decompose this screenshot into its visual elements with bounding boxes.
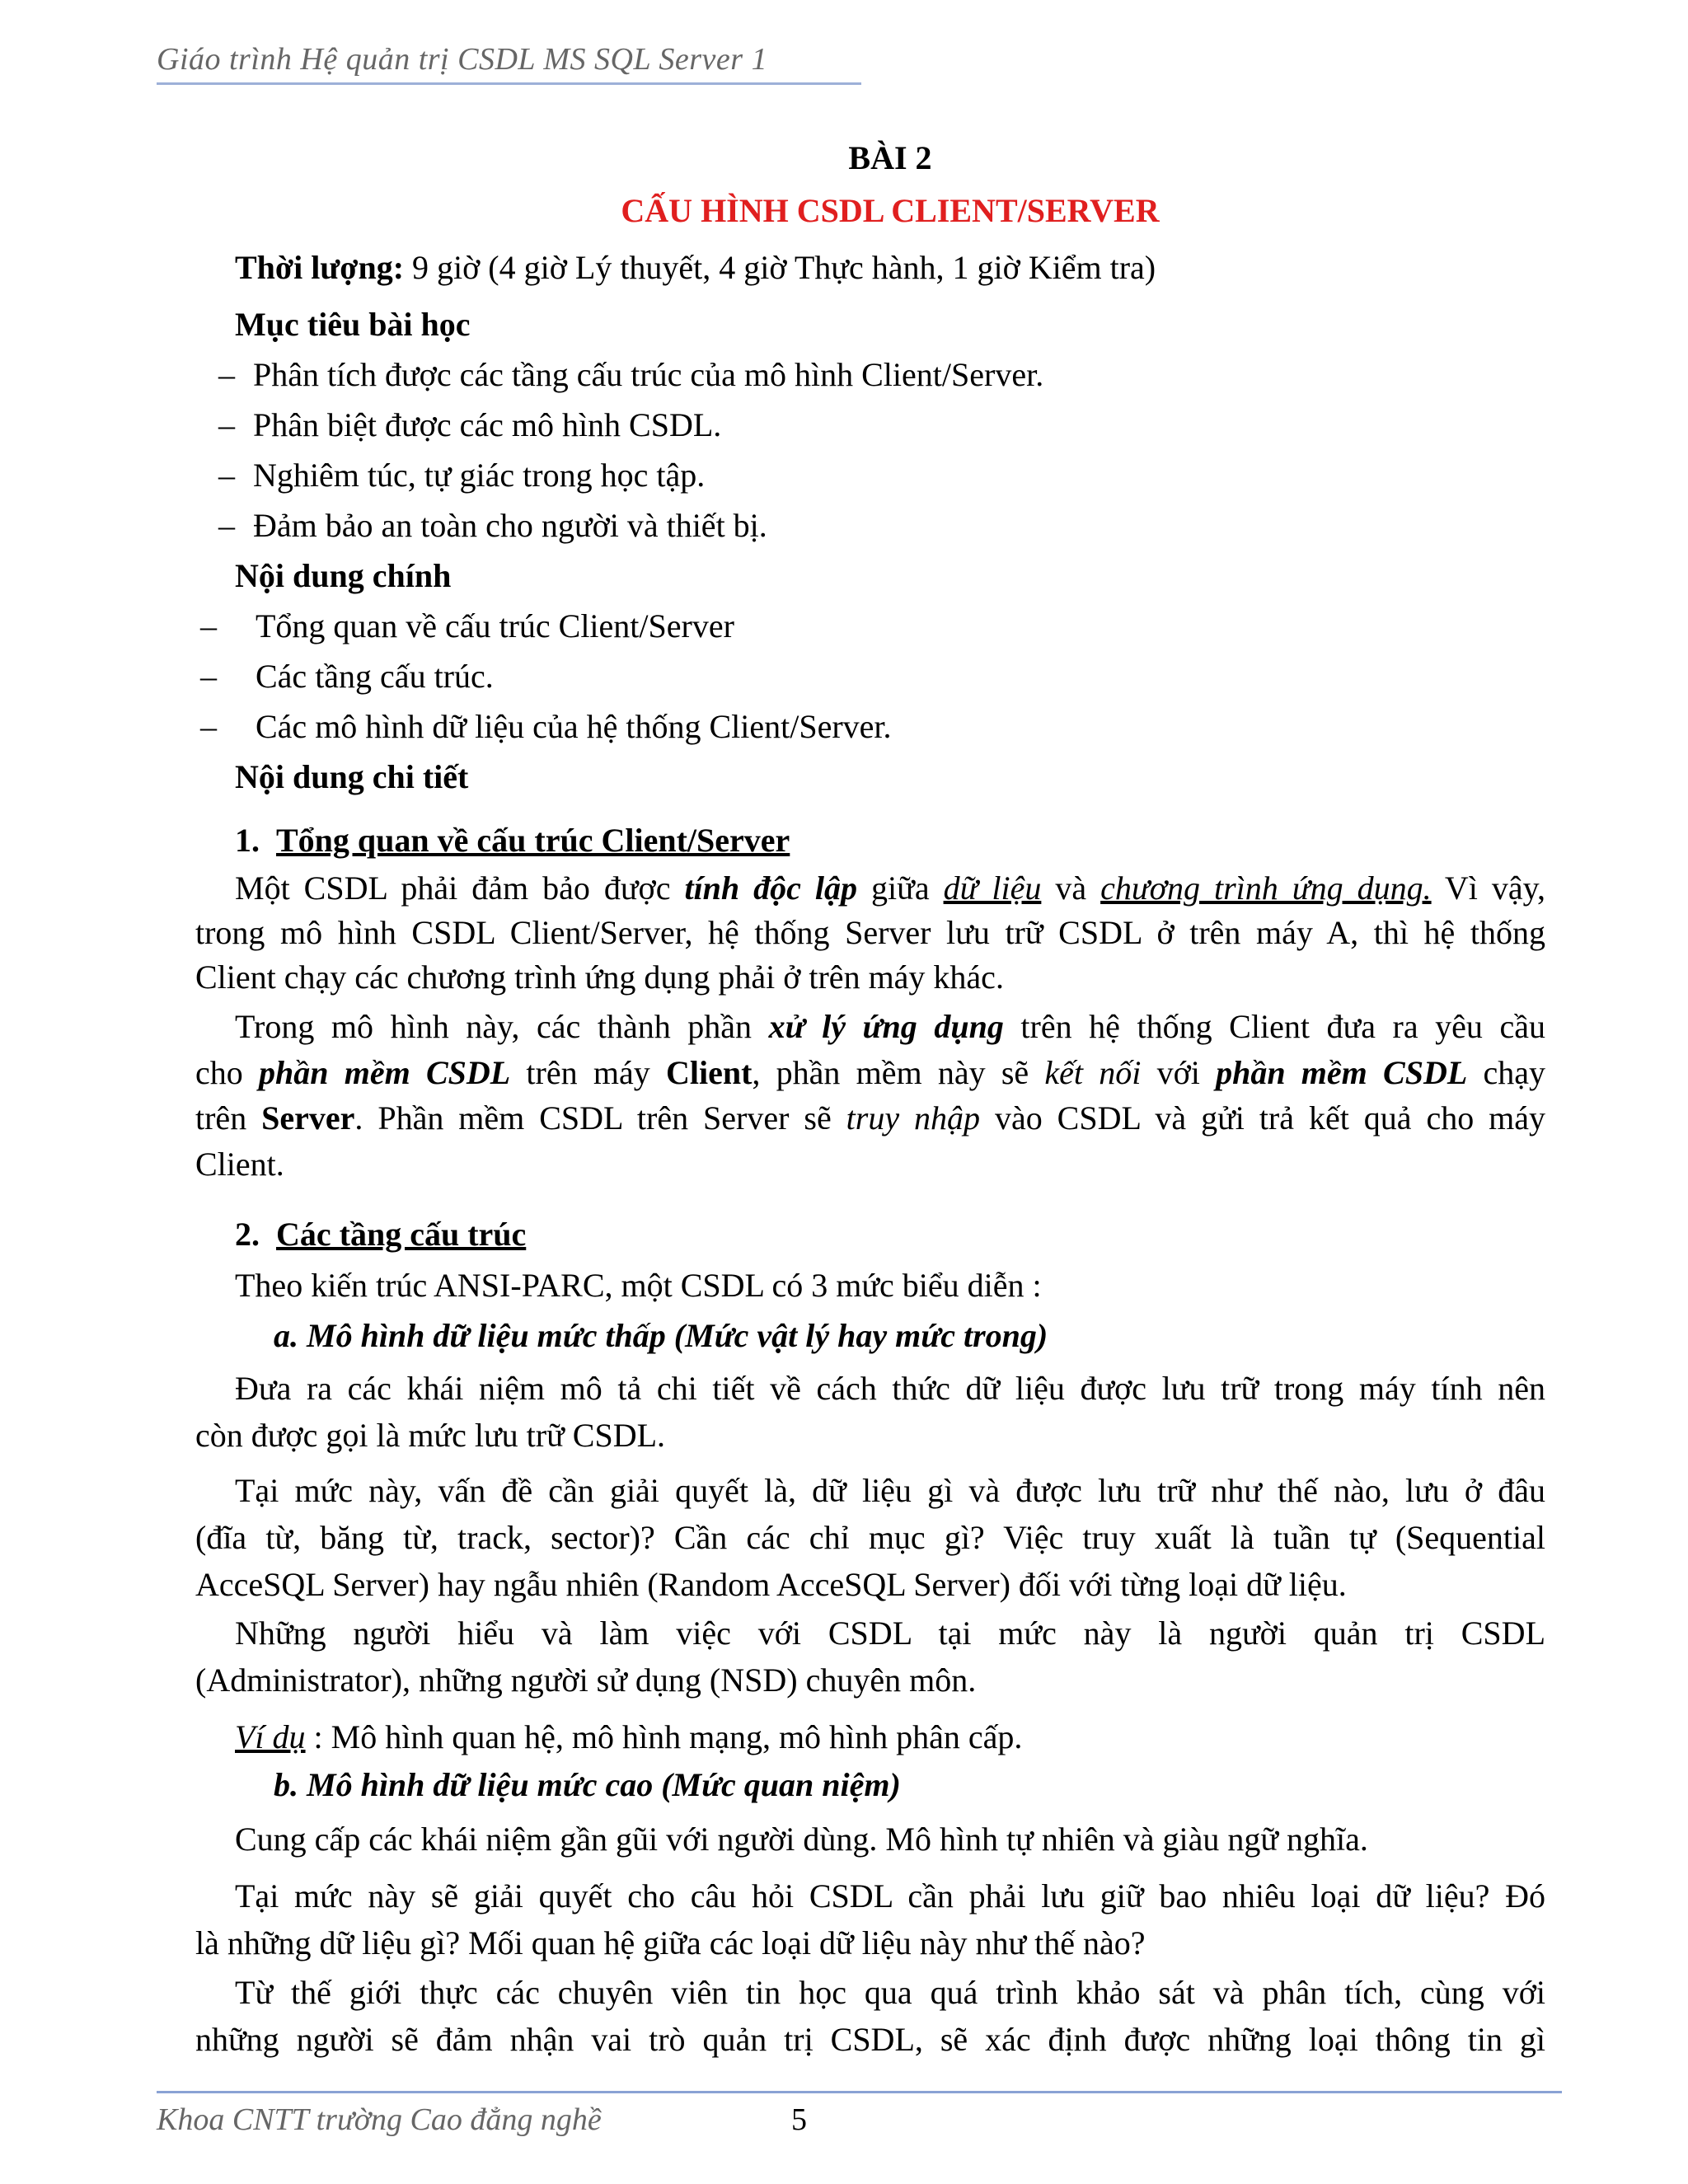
duration-value: 9 giờ (4 giờ Lý thuyết, 4 giờ Thực hành, 1 giờ Kiểm tra) — [404, 249, 1156, 286]
subsection-a-heading: a. Mô hình dữ liệu mức thấp (Mức vật lý hay mức trong) — [274, 1317, 1048, 1354]
list-item: – Các mô hình dữ liệu của hệ thống Client/Server. — [200, 708, 892, 745]
paragraph-line: trong mô hình CSDL Client/Server, hệ thống Server lưu trữ CSDL ở trên máy A, thì hệ thống — [195, 914, 1545, 951]
duration-label: Thời lượng: — [235, 249, 405, 286]
lesson-number: BÀI 2 — [848, 139, 932, 176]
paragraph-line: Tại mức này, vấn đề cần giải quyết là, dữ liệu gì và được lưu trữ như thế nào, lưu ở đâu — [235, 1472, 1545, 1509]
list-item: – Tổng quan về cấu trúc Client/Server — [200, 607, 734, 644]
paragraph-line: Trong mô hình này, các thành phần xử lý ứng dụng trên hệ thống Client đưa ra yêu cầu — [235, 1008, 1545, 1045]
list-item: – Phân tích được các tầng cấu trúc của mô hình Client/Server. — [218, 356, 1044, 393]
paragraph-line: Một CSDL phải đảm bảo được tính độc lập giữa dữ liệu và chương trình ứng dụng. Vì vậy, — [235, 869, 1546, 907]
paragraph-line: Những người hiểu và làm việc với CSDL tại mức này là người quản trị CSDL — [235, 1615, 1545, 1652]
paragraph-line: Client chạy các chương trình ứng dụng phải ở trên máy khác. — [195, 958, 1004, 996]
paragraph-line: Client. — [195, 1146, 284, 1183]
paragraph-line: AcceSQL Server) hay ngẫu nhiên (Random AcceSQL Server) đối với từng loại dữ liệu. — [195, 1566, 1347, 1603]
paragraph-line: còn được gọi là mức lưu trữ CSDL. — [195, 1417, 666, 1454]
paragraph-line: trên Server. Phần mềm CSDL trên Server sẽ truy nhập vào CSDL và gửi trả kết quả cho máy — [195, 1099, 1546, 1137]
paragraph-line: Theo kiến trúc ANSI-PARC, một CSDL có 3 mức biểu diễn : — [235, 1267, 1042, 1304]
paragraph-line: Từ thế giới thực các chuyên viên tin học qua quá trình khảo sát và phân tích, cùng với — [235, 1974, 1545, 2011]
main-content-heading: Nội dung chính — [235, 557, 452, 594]
example-line: Ví dụ : Mô hình quan hệ, mô hình mạng, mô hình phân cấp. — [235, 1718, 1023, 1755]
section-1-heading: 1. Tổng quan về cấu trúc Client/Server — [235, 822, 790, 859]
list-item: – Các tầng cấu trúc. — [200, 658, 494, 695]
paragraph-line: Cung cấp các khái niệm gần gũi với người dùng. Mô hình tự nhiên và giàu ngữ nghĩa. — [235, 1821, 1368, 1858]
detail-heading: Nội dung chi tiết — [235, 758, 469, 795]
list-item: – Đảm bảo an toàn cho người và thiết bị. — [218, 507, 767, 544]
paragraph-line: Tại mức này sẽ giải quyết cho câu hỏi CSDL cần phải lưu giữ bao nhiêu loại dữ liệu? Đó — [235, 1877, 1545, 1915]
paragraph-line: (Administrator), những người sử dụng (NSD) chuyên môn. — [195, 1661, 977, 1699]
paragraph-line: (đĩa từ, băng từ, track, sector)? Cần các chỉ mục gì? Việc truy xuất là tuần tự (Sequential — [195, 1519, 1545, 1556]
subsection-b-heading: b. Mô hình dữ liệu mức cao (Mức quan niệm) — [274, 1766, 901, 1803]
objectives-heading: Mục tiêu bài học — [235, 306, 471, 343]
duration-line — [235, 251, 1156, 284]
section-2-heading: 2. Các tầng cấu trúc — [235, 1216, 527, 1253]
running-footer: Khoa CNTT trường Cao đẳng nghề — [157, 2102, 602, 2137]
paragraph-line: Đưa ra các khái niệm mô tả chi tiết về cách thức dữ liệu được lưu trữ trong máy tính nên — [235, 1370, 1545, 1407]
list-item: – Phân biệt được các mô hình CSDL. — [218, 406, 722, 443]
page-number: 5 — [791, 2102, 807, 2137]
paragraph-line: những người sẽ đảm nhận vai trò quản trị CSDL, sẽ xác định được những loại thông tin gì — [195, 2021, 1545, 2058]
list-item: – Nghiêm túc, tự giác trong học tập. — [218, 457, 706, 494]
paragraph-line: là những dữ liệu gì? Mối quan hệ giữa các loại dữ liệu này như thế nào? — [195, 1924, 1146, 1961]
running-header: Giáo trình Hệ quản trị CSDL MS SQL Server 1 — [157, 43, 861, 85]
footer-rule — [157, 2091, 1562, 2093]
example-label: Ví dụ — [235, 1718, 306, 1755]
lesson-title: CẤU HÌNH CSDL CLIENT/SERVER — [621, 192, 1160, 229]
paragraph-line: cho phần mềm CSDL trên máy Client, phần mềm này sẽ kết nối với phần mềm CSDL chạy — [195, 1054, 1546, 1091]
